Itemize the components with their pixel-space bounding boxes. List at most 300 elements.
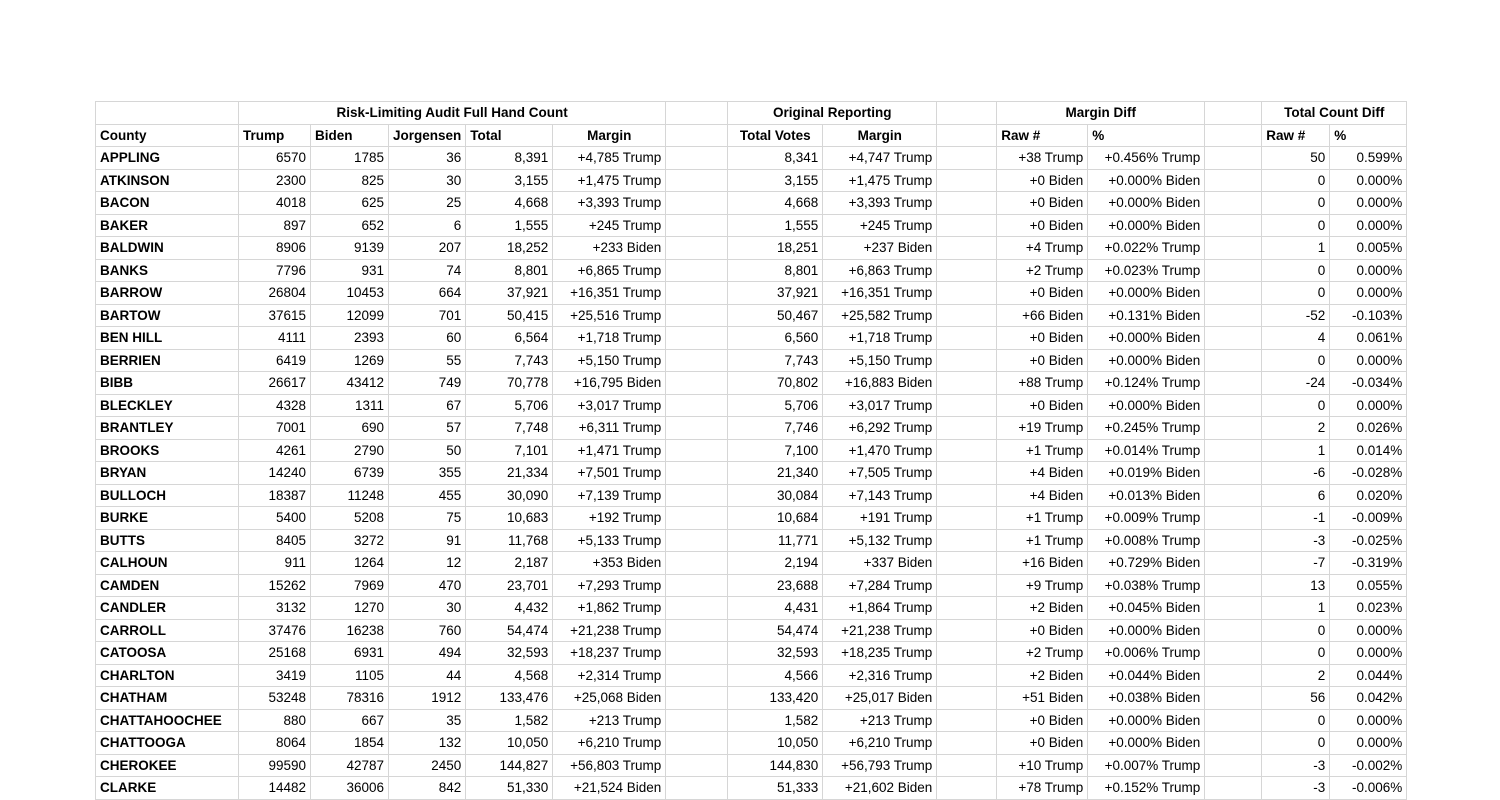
cell-trump[interactable]: 25168 [239, 642, 311, 665]
cell-md-raw[interactable]: +4 Biden [997, 484, 1088, 507]
cell[interactable] [666, 462, 728, 485]
cell[interactable] [937, 214, 997, 237]
cell-county[interactable]: BUTTS [96, 529, 239, 552]
cell-md-pct[interactable]: +0.008% Trump [1088, 529, 1205, 552]
cell-total-votes[interactable]: 4,431 [728, 597, 823, 620]
cell[interactable] [1205, 462, 1262, 485]
cell-td-raw[interactable]: 1 [1262, 597, 1330, 620]
cell[interactable] [666, 169, 728, 192]
cell-total-votes[interactable]: 8,801 [728, 259, 823, 282]
cell-jorgensen[interactable]: 207 [389, 237, 466, 260]
cell-county[interactable]: CARROLL [96, 619, 239, 642]
cell-orig-margin[interactable]: +2,316 Trump [823, 664, 937, 687]
cell[interactable] [937, 124, 997, 147]
cell-td-raw[interactable]: 0 [1262, 709, 1330, 732]
cell-total-votes[interactable]: 7,746 [728, 417, 823, 440]
cell-county[interactable]: BRYAN [96, 462, 239, 485]
cell-md-raw[interactable]: +0 Biden [997, 192, 1088, 215]
cell-td-raw[interactable]: 1 [1262, 439, 1330, 462]
cell[interactable] [937, 304, 997, 327]
cell-total[interactable]: 6,564 [466, 327, 553, 350]
cell-margin[interactable]: +6,210 Trump [553, 732, 666, 755]
cell-trump[interactable]: 4328 [239, 394, 311, 417]
cell-total[interactable]: 4,432 [466, 597, 553, 620]
cell-margin[interactable]: +1,471 Trump [553, 439, 666, 462]
cell-jorgensen[interactable]: 55 [389, 349, 466, 372]
cell-margin[interactable]: +353 Biden [553, 552, 666, 575]
cell-county[interactable]: BALDWIN [96, 237, 239, 260]
cell-trump[interactable]: 5400 [239, 507, 311, 530]
cell-total-votes[interactable]: 11,771 [728, 529, 823, 552]
cell-county[interactable]: BARTOW [96, 304, 239, 327]
cell[interactable] [1205, 349, 1262, 372]
cell-md-pct[interactable]: +0.000% Biden [1088, 394, 1205, 417]
cell-jorgensen[interactable]: 30 [389, 169, 466, 192]
cell-biden[interactable]: 11248 [311, 484, 389, 507]
cell[interactable] [666, 214, 728, 237]
cell[interactable] [937, 102, 997, 125]
cell[interactable] [937, 754, 997, 777]
cell-md-raw[interactable]: +0 Biden [997, 709, 1088, 732]
cell[interactable] [96, 102, 239, 125]
cell[interactable] [1205, 417, 1262, 440]
cell-jorgensen[interactable]: 35 [389, 709, 466, 732]
cell[interactable] [666, 732, 728, 755]
cell-md-raw[interactable]: +0 Biden [997, 327, 1088, 350]
cell[interactable] [937, 462, 997, 485]
cell-biden[interactable]: 16238 [311, 619, 389, 642]
cell-td-pct[interactable]: 0.020% [1330, 484, 1407, 507]
cell-total[interactable]: 144,827 [466, 754, 553, 777]
cell-td-pct[interactable]: 0.042% [1330, 687, 1407, 710]
cell-biden[interactable]: 3272 [311, 529, 389, 552]
cell-jorgensen[interactable]: 455 [389, 484, 466, 507]
cell-td-pct[interactable]: -0.028% [1330, 462, 1407, 485]
cell-orig-margin[interactable]: +337 Biden [823, 552, 937, 575]
cell-total[interactable]: 18,252 [466, 237, 553, 260]
cell-biden[interactable]: 43412 [311, 372, 389, 395]
cell[interactable] [666, 619, 728, 642]
cell-md-raw[interactable]: +1 Trump [997, 529, 1088, 552]
cell-td-raw[interactable]: -1 [1262, 507, 1330, 530]
cell-trump[interactable]: 4018 [239, 192, 311, 215]
cell-trump[interactable]: 8906 [239, 237, 311, 260]
cell[interactable] [666, 507, 728, 530]
cell-md-pct[interactable]: +0.045% Biden [1088, 597, 1205, 620]
cell-orig-margin[interactable]: +25,017 Biden [823, 687, 937, 710]
cell-county[interactable]: CANDLER [96, 597, 239, 620]
cell-td-pct[interactable]: 0.000% [1330, 214, 1407, 237]
cell-md-raw[interactable]: +2 Trump [997, 642, 1088, 665]
cell-biden[interactable]: 2393 [311, 327, 389, 350]
cell[interactable] [666, 237, 728, 260]
cell-margin[interactable]: +7,501 Trump [553, 462, 666, 485]
cell-jorgensen[interactable]: 36 [389, 147, 466, 170]
cell-orig-margin[interactable]: +7,143 Trump [823, 484, 937, 507]
cell[interactable] [937, 372, 997, 395]
cell-margin[interactable]: +3,017 Trump [553, 394, 666, 417]
cell-total-votes[interactable]: 1,582 [728, 709, 823, 732]
cell-total[interactable]: 30,090 [466, 484, 553, 507]
cell-total-votes[interactable]: 32,593 [728, 642, 823, 665]
cell-orig-margin[interactable]: +6,863 Trump [823, 259, 937, 282]
cell[interactable] [1205, 574, 1262, 597]
cell-trump[interactable]: 7001 [239, 417, 311, 440]
cell-jorgensen[interactable]: 12 [389, 552, 466, 575]
cell-md-pct[interactable]: +0.014% Trump [1088, 439, 1205, 462]
cell-td-raw[interactable]: 6 [1262, 484, 1330, 507]
cell-county[interactable]: BULLOCH [96, 484, 239, 507]
cell[interactable] [937, 349, 997, 372]
cell[interactable] [937, 687, 997, 710]
cell-margin[interactable]: +7,139 Trump [553, 484, 666, 507]
cell-total-votes[interactable]: 6,560 [728, 327, 823, 350]
cell-biden[interactable]: 36006 [311, 777, 389, 800]
cell-total-votes[interactable]: 144,830 [728, 754, 823, 777]
cell-td-raw[interactable]: -7 [1262, 552, 1330, 575]
cell-total-votes[interactable]: 18,251 [728, 237, 823, 260]
cell-total[interactable]: 4,668 [466, 192, 553, 215]
cell-jorgensen[interactable]: 25 [389, 192, 466, 215]
cell[interactable] [1205, 169, 1262, 192]
cell-jorgensen[interactable]: 470 [389, 574, 466, 597]
cell-orig-margin[interactable]: +21,602 Biden [823, 777, 937, 800]
cell-md-raw[interactable]: +0 Biden [997, 169, 1088, 192]
cell-margin[interactable]: +245 Trump [553, 214, 666, 237]
cell-jorgensen[interactable]: 44 [389, 664, 466, 687]
cell[interactable] [1205, 619, 1262, 642]
cell-td-raw[interactable]: 13 [1262, 574, 1330, 597]
cell[interactable] [937, 597, 997, 620]
cell-margin[interactable]: +25,068 Biden [553, 687, 666, 710]
cell-orig-margin[interactable]: +7,284 Trump [823, 574, 937, 597]
cell-biden[interactable]: 12099 [311, 304, 389, 327]
cell[interactable] [1205, 529, 1262, 552]
cell-total[interactable]: 1,555 [466, 214, 553, 237]
cell[interactable] [666, 282, 728, 305]
group-header-margin-diff[interactable]: Margin Diff [997, 102, 1205, 125]
cell-jorgensen[interactable]: 60 [389, 327, 466, 350]
cell-biden[interactable]: 1311 [311, 394, 389, 417]
cell-biden[interactable]: 1269 [311, 349, 389, 372]
cell-trump[interactable]: 4111 [239, 327, 311, 350]
header-td-pct[interactable]: % [1330, 124, 1407, 147]
cell-margin[interactable]: +5,150 Trump [553, 349, 666, 372]
cell-md-raw[interactable]: +19 Trump [997, 417, 1088, 440]
cell[interactable] [937, 259, 997, 282]
cell-county[interactable]: CHEROKEE [96, 754, 239, 777]
cell-county[interactable]: CHARLTON [96, 664, 239, 687]
cell[interactable] [1205, 552, 1262, 575]
cell-md-raw[interactable]: +4 Biden [997, 462, 1088, 485]
header-trump[interactable]: Trump [239, 124, 311, 147]
cell[interactable] [666, 754, 728, 777]
cell-td-pct[interactable]: 0.000% [1330, 349, 1407, 372]
cell-md-raw[interactable]: +0 Biden [997, 282, 1088, 305]
cell-county[interactable]: ATKINSON [96, 169, 239, 192]
header-md-raw[interactable]: Raw # [997, 124, 1088, 147]
cell[interactable] [666, 597, 728, 620]
cell-margin[interactable]: +21,238 Trump [553, 619, 666, 642]
cell[interactable] [937, 192, 997, 215]
cell[interactable] [666, 147, 728, 170]
cell-county[interactable]: BLECKLEY [96, 394, 239, 417]
cell-td-raw[interactable]: -3 [1262, 777, 1330, 800]
cell-md-pct[interactable]: +0.044% Biden [1088, 664, 1205, 687]
cell-td-pct[interactable]: 0.000% [1330, 394, 1407, 417]
cell-biden[interactable]: 931 [311, 259, 389, 282]
cell-margin[interactable]: +1,475 Trump [553, 169, 666, 192]
cell-orig-margin[interactable]: +5,150 Trump [823, 349, 937, 372]
cell-total-votes[interactable]: 3,155 [728, 169, 823, 192]
cell[interactable] [937, 484, 997, 507]
cell-biden[interactable]: 10453 [311, 282, 389, 305]
cell-orig-margin[interactable]: +1,470 Trump [823, 439, 937, 462]
cell-jorgensen[interactable]: 132 [389, 732, 466, 755]
cell-county[interactable]: BACON [96, 192, 239, 215]
cell-total-votes[interactable]: 10,684 [728, 507, 823, 530]
cell-total-votes[interactable]: 51,333 [728, 777, 823, 800]
cell-td-pct[interactable]: 0.044% [1330, 664, 1407, 687]
cell-td-pct[interactable]: 0.005% [1330, 237, 1407, 260]
cell-trump[interactable]: 37476 [239, 619, 311, 642]
cell[interactable] [666, 124, 728, 147]
cell-total-votes[interactable]: 5,706 [728, 394, 823, 417]
cell-md-raw[interactable]: +2 Biden [997, 664, 1088, 687]
header-margin[interactable]: Margin [553, 124, 666, 147]
cell-margin[interactable]: +16,795 Biden [553, 372, 666, 395]
cell[interactable] [1205, 484, 1262, 507]
cell[interactable] [937, 552, 997, 575]
cell-md-pct[interactable]: +0.245% Trump [1088, 417, 1205, 440]
cell-margin[interactable]: +213 Trump [553, 709, 666, 732]
cell-td-pct[interactable]: -0.006% [1330, 777, 1407, 800]
cell-md-raw[interactable]: +9 Trump [997, 574, 1088, 597]
cell[interactable] [937, 574, 997, 597]
cell[interactable] [937, 327, 997, 350]
cell-orig-margin[interactable]: +3,017 Trump [823, 394, 937, 417]
cell-county[interactable]: APPLING [96, 147, 239, 170]
cell-trump[interactable]: 3132 [239, 597, 311, 620]
cell-trump[interactable]: 53248 [239, 687, 311, 710]
cell[interactable] [666, 102, 728, 125]
cell-margin[interactable]: +6,311 Trump [553, 417, 666, 440]
cell-md-raw[interactable]: +38 Trump [997, 147, 1088, 170]
cell-total[interactable]: 5,706 [466, 394, 553, 417]
cell[interactable] [937, 282, 997, 305]
cell-total-votes[interactable]: 50,467 [728, 304, 823, 327]
cell-jorgensen[interactable]: 1912 [389, 687, 466, 710]
cell-md-pct[interactable]: +0.000% Biden [1088, 349, 1205, 372]
cell-trump[interactable]: 14240 [239, 462, 311, 485]
cell-margin[interactable]: +21,524 Biden [553, 777, 666, 800]
cell-md-pct[interactable]: +0.131% Biden [1088, 304, 1205, 327]
cell-orig-margin[interactable]: +7,505 Trump [823, 462, 937, 485]
cell-md-raw[interactable]: +51 Biden [997, 687, 1088, 710]
cell-margin[interactable]: +3,393 Trump [553, 192, 666, 215]
cell-total[interactable]: 10,050 [466, 732, 553, 755]
cell-biden[interactable]: 78316 [311, 687, 389, 710]
cell-biden[interactable]: 2790 [311, 439, 389, 462]
cell[interactable] [666, 394, 728, 417]
cell[interactable] [937, 394, 997, 417]
cell-md-pct[interactable]: +0.152% Trump [1088, 777, 1205, 800]
cell-margin[interactable]: +1,718 Trump [553, 327, 666, 350]
cell[interactable] [1205, 192, 1262, 215]
cell-td-raw[interactable]: 4 [1262, 327, 1330, 350]
cell-orig-margin[interactable]: +56,793 Trump [823, 754, 937, 777]
cell-total-votes[interactable]: 4,566 [728, 664, 823, 687]
cell-total[interactable]: 21,334 [466, 462, 553, 485]
cell-county[interactable]: BEN HILL [96, 327, 239, 350]
group-header-original[interactable]: Original Reporting [728, 102, 937, 125]
cell-total[interactable]: 8,391 [466, 147, 553, 170]
cell-md-pct[interactable]: +0.000% Biden [1088, 732, 1205, 755]
cell-orig-margin[interactable]: +16,351 Trump [823, 282, 937, 305]
cell-td-pct[interactable]: 0.000% [1330, 192, 1407, 215]
cell[interactable] [1205, 642, 1262, 665]
cell-md-raw[interactable]: +0 Biden [997, 349, 1088, 372]
cell[interactable] [937, 417, 997, 440]
cell-orig-margin[interactable]: +1,718 Trump [823, 327, 937, 350]
cell-total[interactable]: 7,748 [466, 417, 553, 440]
cell-county[interactable]: CATOOSA [96, 642, 239, 665]
cell-jorgensen[interactable]: 355 [389, 462, 466, 485]
cell-biden[interactable]: 625 [311, 192, 389, 215]
cell-county[interactable]: CLARKE [96, 777, 239, 800]
cell[interactable] [1205, 754, 1262, 777]
cell-total-votes[interactable]: 133,420 [728, 687, 823, 710]
cell-biden[interactable]: 1854 [311, 732, 389, 755]
cell-jorgensen[interactable]: 50 [389, 439, 466, 462]
cell-total[interactable]: 133,476 [466, 687, 553, 710]
cell-county[interactable]: CAMDEN [96, 574, 239, 597]
cell-td-pct[interactable]: 0.000% [1330, 642, 1407, 665]
cell-county[interactable]: BANKS [96, 259, 239, 282]
cell-trump[interactable]: 880 [239, 709, 311, 732]
cell-jorgensen[interactable]: 30 [389, 597, 466, 620]
cell-biden[interactable]: 825 [311, 169, 389, 192]
cell-md-pct[interactable]: +0.000% Biden [1088, 192, 1205, 215]
cell-md-pct[interactable]: +0.000% Biden [1088, 169, 1205, 192]
cell-county[interactable]: CHATTOOGA [96, 732, 239, 755]
header-td-raw[interactable]: Raw # [1262, 124, 1330, 147]
cell-trump[interactable]: 897 [239, 214, 311, 237]
cell-margin[interactable]: +6,865 Trump [553, 259, 666, 282]
cell-trump[interactable]: 37615 [239, 304, 311, 327]
cell-county[interactable]: CALHOUN [96, 552, 239, 575]
cell-orig-margin[interactable]: +191 Trump [823, 507, 937, 530]
cell-orig-margin[interactable]: +4,747 Trump [823, 147, 937, 170]
cell-md-pct[interactable]: +0.019% Biden [1088, 462, 1205, 485]
cell-td-raw[interactable]: 50 [1262, 147, 1330, 170]
cell-total-votes[interactable]: 4,668 [728, 192, 823, 215]
cell-total-votes[interactable]: 2,194 [728, 552, 823, 575]
cell-county[interactable]: CHATTAHOOCHEE [96, 709, 239, 732]
cell-td-raw[interactable]: -24 [1262, 372, 1330, 395]
cell-td-pct[interactable]: 0.000% [1330, 732, 1407, 755]
cell-total[interactable]: 11,768 [466, 529, 553, 552]
cell-td-pct[interactable]: 0.000% [1330, 709, 1407, 732]
cell-orig-margin[interactable]: +18,235 Trump [823, 642, 937, 665]
cell-trump[interactable]: 7796 [239, 259, 311, 282]
cell-county[interactable]: BERRIEN [96, 349, 239, 372]
cell-total[interactable]: 50,415 [466, 304, 553, 327]
cell-biden[interactable]: 42787 [311, 754, 389, 777]
cell-md-raw[interactable]: +2 Trump [997, 259, 1088, 282]
cell-td-raw[interactable]: 0 [1262, 214, 1330, 237]
cell-biden[interactable]: 667 [311, 709, 389, 732]
cell[interactable] [1205, 124, 1262, 147]
cell-total-votes[interactable]: 54,474 [728, 619, 823, 642]
cell-orig-margin[interactable]: +245 Trump [823, 214, 937, 237]
cell-trump[interactable]: 911 [239, 552, 311, 575]
header-md-pct[interactable]: % [1088, 124, 1205, 147]
cell-trump[interactable]: 99590 [239, 754, 311, 777]
cell-td-raw[interactable]: -3 [1262, 754, 1330, 777]
cell-md-raw[interactable]: +16 Biden [997, 552, 1088, 575]
cell-total[interactable]: 23,701 [466, 574, 553, 597]
cell-biden[interactable]: 6931 [311, 642, 389, 665]
cell-md-raw[interactable]: +66 Biden [997, 304, 1088, 327]
cell[interactable] [937, 237, 997, 260]
cell-jorgensen[interactable]: 749 [389, 372, 466, 395]
cell-md-pct[interactable]: +0.007% Trump [1088, 754, 1205, 777]
cell[interactable] [937, 619, 997, 642]
cell-margin[interactable]: +233 Biden [553, 237, 666, 260]
cell-td-pct[interactable]: 0.023% [1330, 597, 1407, 620]
cell-md-pct[interactable]: +0.023% Trump [1088, 259, 1205, 282]
cell-trump[interactable]: 26617 [239, 372, 311, 395]
cell-biden[interactable]: 7969 [311, 574, 389, 597]
cell-td-raw[interactable]: -52 [1262, 304, 1330, 327]
cell-md-raw[interactable]: +0 Biden [997, 214, 1088, 237]
cell-orig-margin[interactable]: +25,582 Trump [823, 304, 937, 327]
cell[interactable] [666, 529, 728, 552]
cell-md-raw[interactable]: +0 Biden [997, 619, 1088, 642]
cell[interactable] [937, 664, 997, 687]
cell[interactable] [666, 439, 728, 462]
cell-md-pct[interactable]: +0.038% Trump [1088, 574, 1205, 597]
cell-td-pct[interactable]: 0.000% [1330, 169, 1407, 192]
cell-md-pct[interactable]: +0.000% Biden [1088, 619, 1205, 642]
cell-md-pct[interactable]: +0.013% Biden [1088, 484, 1205, 507]
cell-td-pct[interactable]: -0.002% [1330, 754, 1407, 777]
cell-trump[interactable]: 8064 [239, 732, 311, 755]
cell-orig-margin[interactable]: +16,883 Biden [823, 372, 937, 395]
cell-trump[interactable]: 18387 [239, 484, 311, 507]
cell-jorgensen[interactable]: 6 [389, 214, 466, 237]
cell-total[interactable]: 32,593 [466, 642, 553, 665]
cell[interactable] [937, 439, 997, 462]
cell[interactable] [666, 574, 728, 597]
cell-orig-margin[interactable]: +1,864 Trump [823, 597, 937, 620]
cell-orig-margin[interactable]: +237 Biden [823, 237, 937, 260]
cell-md-raw[interactable]: +78 Trump [997, 777, 1088, 800]
cell-td-raw[interactable]: 0 [1262, 349, 1330, 372]
cell-jorgensen[interactable]: 67 [389, 394, 466, 417]
cell-county[interactable]: BIBB [96, 372, 239, 395]
cell-td-raw[interactable]: -6 [1262, 462, 1330, 485]
cell-total-votes[interactable]: 10,050 [728, 732, 823, 755]
header-county[interactable]: County [96, 124, 239, 147]
cell-td-raw[interactable]: 0 [1262, 732, 1330, 755]
cell-biden[interactable]: 6739 [311, 462, 389, 485]
cell-biden[interactable]: 1264 [311, 552, 389, 575]
cell-biden[interactable]: 9139 [311, 237, 389, 260]
cell-md-raw[interactable]: +1 Trump [997, 507, 1088, 530]
cell-td-raw[interactable]: 2 [1262, 664, 1330, 687]
